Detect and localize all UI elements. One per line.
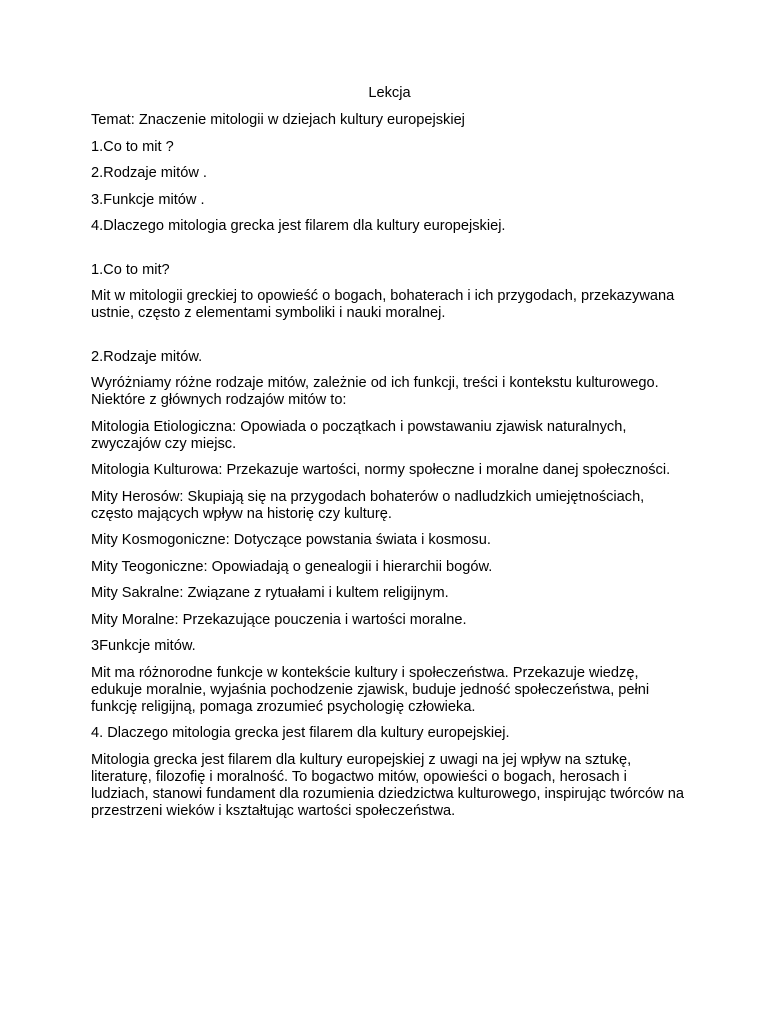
section-3-heading: 3Funkcje mitów. xyxy=(91,638,196,654)
myth-type-moral: Mity Moralne: Przekazujące pouczenia i wartości moralne. xyxy=(91,611,467,628)
lesson-topic: Temat: Znaczenie mitologii w dziejach kultury europejskiej xyxy=(91,112,465,128)
myth-type-heroes: Mity Herosów: Skupiają się na przygodach bohaterów o nadludzkich umiejętnościach, często mających wpływ na historię czy kulturę. xyxy=(91,488,645,522)
myth-type-cultural: Mitologia Kulturowa: Przekazuje wartości, normy społeczne i moralne danej społeczności. xyxy=(91,462,671,478)
section-4-heading: 4. Dlaczego mitologia grecka jest filarem dla kultury europejskiej. xyxy=(91,725,510,741)
myth-type-etiological: Mitologia Etiologiczna: Opowiada o początkach i powstawaniu zjawisk naturalnych, zwyczajów czy miejsc. xyxy=(91,418,627,452)
myth-type-cosmogonic: Mity Kosmogoniczne: Dotyczące powstania świata i kosmosu. xyxy=(91,532,491,548)
myth-type-sacral: Mity Sakralne: Związane z rytuałami i kultem religijnym. xyxy=(91,585,449,601)
agenda-item-4: 4.Dlaczego mitologia grecka jest filarem dla kultury europejskiej. xyxy=(91,218,506,234)
agenda-item-1: 1.Co to mit ? xyxy=(91,138,174,155)
section-4-text: Mitologia grecka jest filarem dla kultury europejskiej z uwagi na jej wpływ na sztukę, literaturę, filozofię i moralność. To bogactwo mitów, opowieści o bogach, herosach i ludziach, stanowi fundament dla rozumienia dziedzictwa kulturowego, inspirując twórców na przestrzeni wieków i kształtując wartości społeczeństwa. xyxy=(91,751,684,819)
myth-type-theogonic: Mity Teogoniczne: Opowiadają o genealogii i hierarchii bogów. xyxy=(91,558,493,575)
section-2-heading: 2.Rodzaje mitów. xyxy=(91,348,203,365)
spacer xyxy=(91,245,688,262)
section-3-text: Mit ma różnorodne funkcje w kontekście kultury i społeczeństwa. Przekazuje wiedzę, edukuje moralnie, wyjaśnia pochodzenie zjawisk, buduje jedność społeczeństwa, pełni funkcję religijną, pomaga zrozumieć psychologię człowieka. xyxy=(91,664,650,715)
agenda-item-3: 3.Funkcje mitów . xyxy=(91,191,205,208)
section-1-text: Mit w mitologii greckiej to opowieść o bogach, bohaterach i ich przygodach, przekazywana ustnie, często z elementami symboliki i nauki moralnej. xyxy=(91,288,675,321)
agenda-item-2: 2.Rodzaje mitów . xyxy=(91,165,207,181)
document-title: Lekcja xyxy=(368,85,411,101)
section-2-intro: Wyróżniamy różne rodzaje mitów, zależnie od ich funkcji, treści i kontekstu kulturowego. Niektóre z głównych rodzajów mitów to: xyxy=(91,375,659,408)
spacer xyxy=(91,332,688,349)
section-1-heading: 1.Co to mit? xyxy=(91,261,170,278)
